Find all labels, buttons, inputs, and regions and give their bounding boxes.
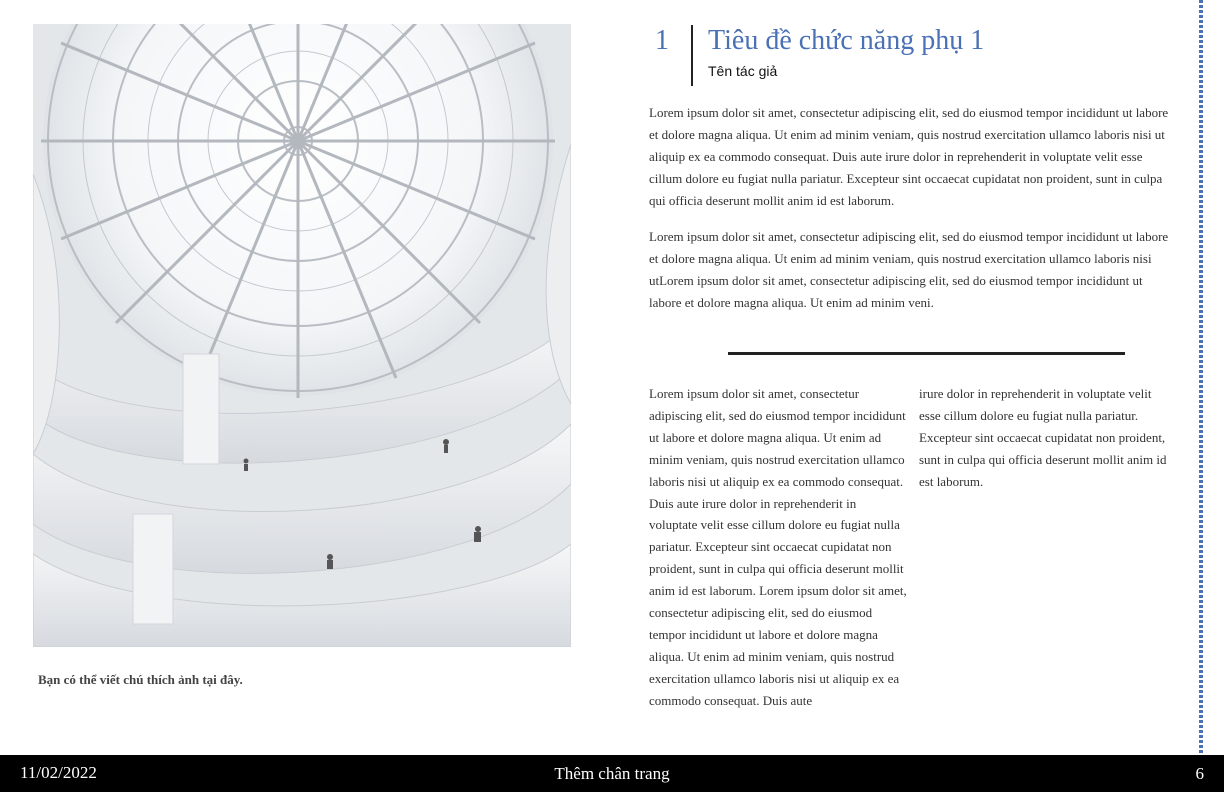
section-divider — [728, 352, 1125, 355]
author-name: Tên tác giả — [708, 63, 778, 79]
column-right-text: irure dolor in reprehenderit in voluptate velit esse cillum dolore eu fugiat nulla pariatur. Excepteur sint occaecat cupidatat non proident, sunt in culpa qui officia deserunt mollit anim id est laborum. — [919, 386, 1167, 489]
side-dotted-rule — [1199, 0, 1203, 755]
architecture-photo — [33, 24, 571, 647]
photo-caption: Bạn có thể viết chú thích ảnh tại đây. — [38, 672, 243, 687]
body-paragraph-2: Lorem ipsum dolor sit amet, consectetur adipiscing elit, sed do eiusmod tempor incididunt ut labore et dolore magna aliqua. Ut enim ad minim veniam, quis nostrud exercitation ullamco laboris nisi utLorem ipsum dolor sit amet, consectetur adipiscing elit, sed do eiusmod tempor incididunt ut labore et dolore magna aliqua. Ut enim ad minim veni. — [649, 229, 1169, 310]
footer-date: 11/02/2022 — [20, 763, 97, 782]
section-title: Tiêu đề chức năng phụ 1 — [708, 25, 985, 56]
page-number: 6 — [1195, 764, 1204, 783]
column-left-text: Lorem ipsum dolor sit amet, consectetur adipiscing elit, sed do eiusmod tempor incididunt ut labore et dolore magna aliqua. Ut enim ad minim veniam, quis nostrud exercitation ullamco laboris nisi ut aliquip ex ea commodo consequat. Duis aute irure dolor in reprehenderit in voluptate velit esse cillum dolore eu fugiat nulla pariatur. Excepteur sint occaecat cupidatat non proident, sunt in culpa qui officia deserunt mollit anim id est laborum. Lorem ipsum dolor sit amet, consectetur adipiscing elit, sed do eiusmod tempor incididunt ut labore et dolore magna aliqua. Ut enim ad minim veniam, quis nostrud exercitation ullamco laboris nisi ut aliquip ex ea commodo consequat. Duis aute — [649, 386, 907, 708]
footer-text: Thêm chân trang — [554, 764, 670, 783]
heading-divider — [691, 25, 693, 86]
page-footer — [0, 755, 1224, 792]
section-number: 1 — [655, 25, 669, 56]
body-paragraph-1: Lorem ipsum dolor sit amet, consectetur adipiscing elit, sed do eiusmod tempor incididunt ut labore et dolore magna aliqua. Ut enim ad minim veniam, quis nostrud exercitation ullamco laboris nisi ut aliquip ex ea commodo consequat. Duis aute irure dolor in reprehenderit in voluptate velit esse cillum dolore eu fugiat nulla pariatur. Excepteur sint occaecat cupidatat non proident, sunt in culpa qui officia deserunt mollit anim id est laborum. — [649, 105, 1169, 208]
